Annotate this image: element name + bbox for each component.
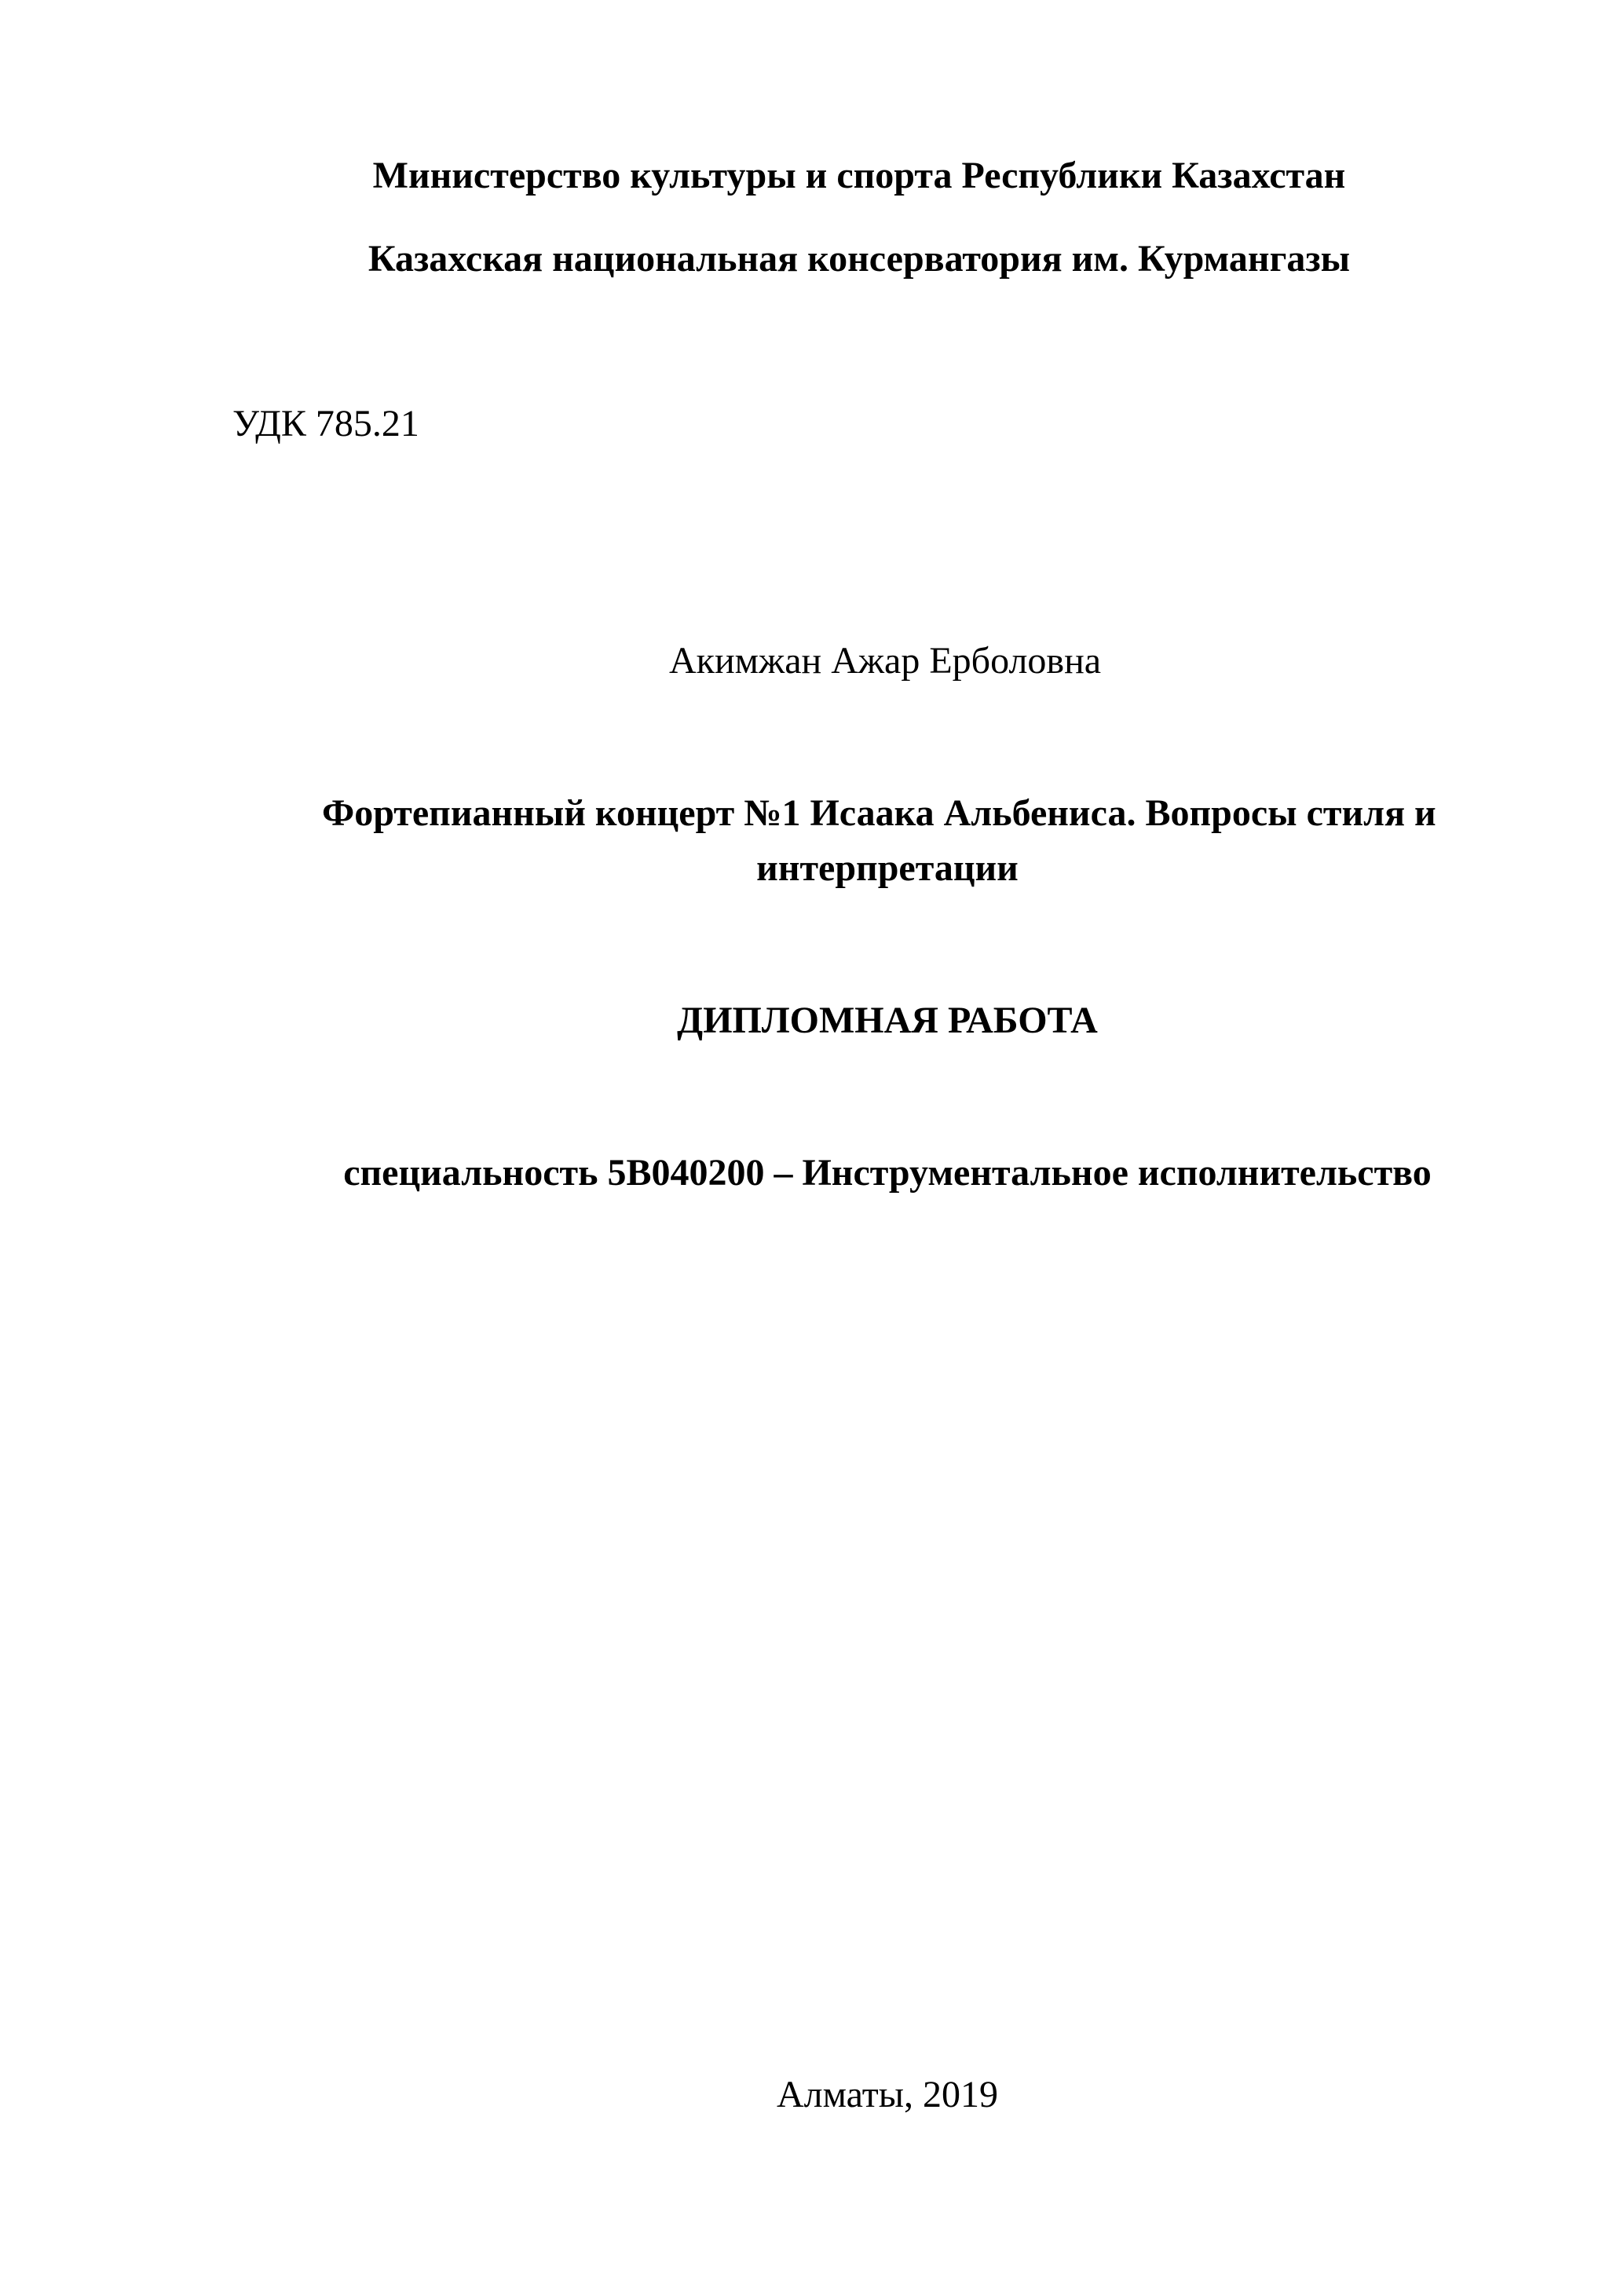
author-name: Акимжан Ажар Ерболовна xyxy=(669,640,1102,682)
institution-heading: Казахская национальная консерватория им. Курмангазы xyxy=(368,238,1351,280)
thesis-title-line-1: Фортепианный концерт №1 Исаака Альбениса. Вопросы стиля и xyxy=(322,792,1436,834)
udk-code: УДК 785.21 xyxy=(232,403,419,444)
ministry-heading: Министерство культуры и спорта Республики Казахстан xyxy=(372,155,1346,196)
work-type-heading: ДИПЛОМНАЯ РАБОТА xyxy=(677,1000,1098,1041)
specialty-line: специальность 5В040200 – Инструментальное исполнительство xyxy=(343,1152,1432,1194)
thesis-title-line-2: интерпретации xyxy=(756,847,1019,889)
city-year: Алматы, 2019 xyxy=(777,2074,998,2115)
